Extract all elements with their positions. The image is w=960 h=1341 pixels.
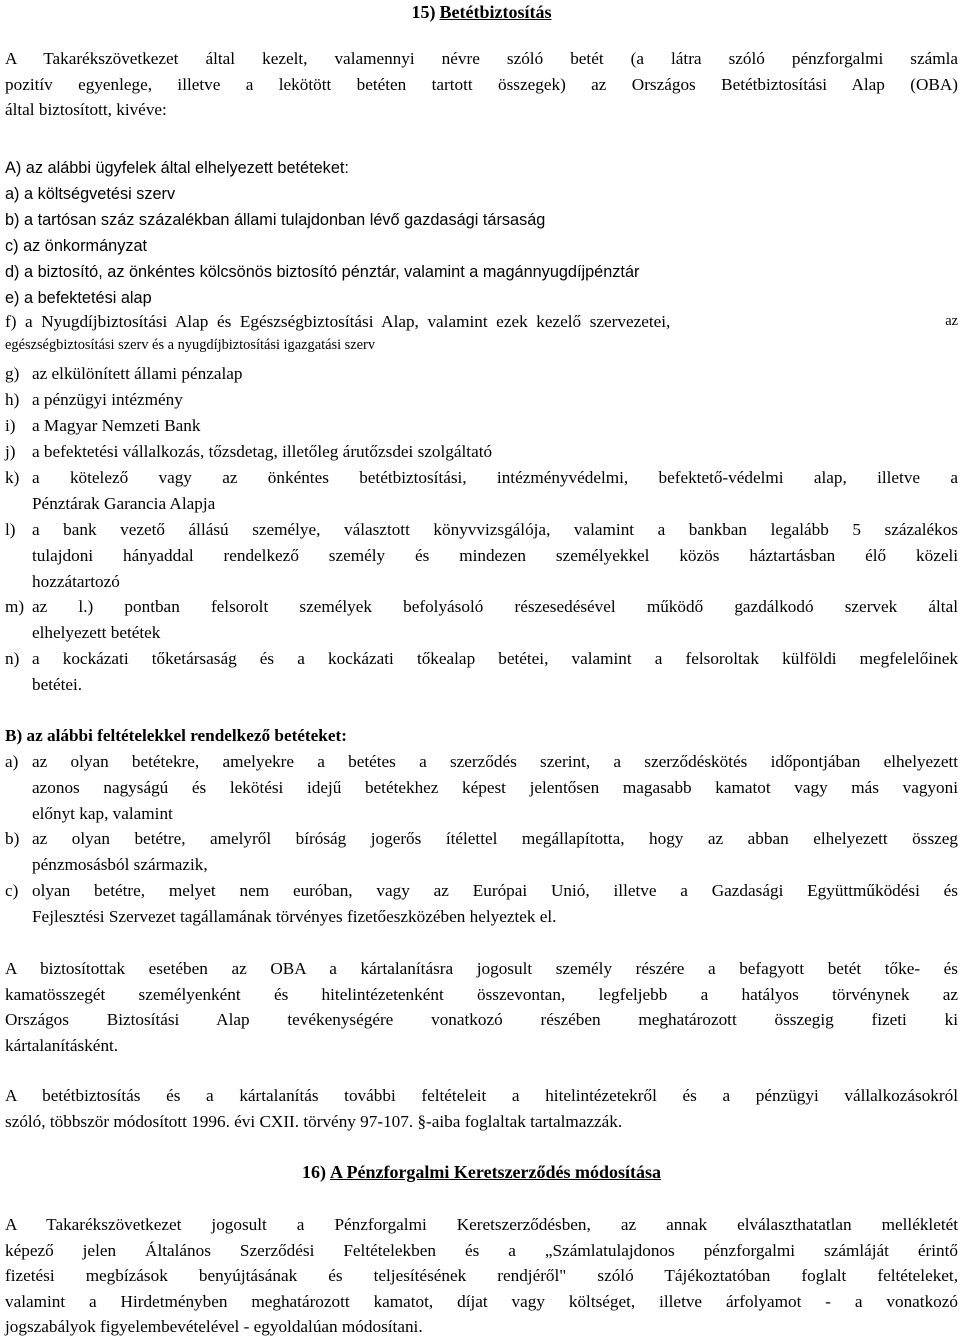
intro-line: által biztosított, kivéve:: [5, 100, 167, 119]
item-line: pénzmosásból származik,: [32, 854, 208, 874]
item-label: h): [5, 390, 20, 409]
intro-line: A Takarékszövetkezet által kezelt, valamennyi névre szóló betét (a látra szóló pénzforgalmi számla: [5, 49, 958, 68]
item-label: n): [5, 649, 20, 668]
item-label: i): [5, 416, 16, 435]
item-line: az olyan betétekre, amelyekre a betétes a szerződés szerint, a szerződéskötés időpontjában elhelyezett: [32, 752, 958, 771]
section-15-heading: [5, 2, 958, 23]
paragraph-line: fizetési megbízások benyújtásának és teljesítésének rendjéről" szóló Tájékoztatóban foglalt feltételeket,: [5, 1266, 958, 1285]
item-f-line-1-tail: az: [945, 313, 958, 329]
item-line: elhelyezett betétek: [32, 622, 161, 642]
item-line: az olyan betétre, amelyről bíróság jogerős ítélettel megállapította, hogy az abban elhelyezett összeg: [32, 829, 958, 848]
item-line: betétei.: [32, 674, 83, 694]
section-16-heading: [5, 1162, 958, 1183]
section-15-number: 15): [411, 2, 436, 22]
section-16-number: 16): [301, 1162, 326, 1182]
paragraph-line: jogszabályok figyelembevételével - egyoldalúan módosítani.: [5, 1317, 423, 1336]
item-label: k): [5, 468, 20, 487]
item-line: a bank vezető állású személye, választott könyvvizsgálója, valamint a bankban legalább 5 százalékos: [32, 520, 958, 539]
section-16-paragraph: [5, 1212, 958, 1340]
item-line: azonos nagyságú és lekötési idejű betétekhez képest jelentősen magasabb kamatot vagy más vagyoni: [32, 777, 958, 797]
paragraph-line: A betétbiztosítás és a kártalanítás további feltételeit a hitelintézetekről és a pénzügyi vállalkozásokról: [5, 1086, 958, 1105]
paragraph-line: kamatösszegét személyenként és hitelintézetenként összevontan, legfeljebb a hatályos törvénynek az: [5, 984, 958, 1004]
paragraph-line: szóló, többször módosított 1996. évi CXII. törvény 97-107. §-aiba foglaltak tartalmazzák.: [5, 1111, 623, 1131]
intro-line: pozitív egyenlege, illetve a lekötött betéten tartott összegek) az Országos Betétbiztosítási Alap (OBA): [5, 74, 958, 94]
section-15-intro: [5, 46, 958, 123]
paragraph-line: A Takarékszövetkezet jogosult a Pénzforgalmi Keretszerződésben, az annak elválaszthatatlan mellékletét: [5, 1215, 958, 1234]
part-a-item-e: e) a befektetési alap: [5, 289, 152, 307]
further-conditions-paragraph: [5, 1083, 958, 1134]
part-a-item-d: d) a biztosító, az önkéntes kölcsönös biztosító pénztár, valamint a magánnyugdíjpénztár: [5, 263, 640, 281]
item-label: c): [5, 881, 19, 900]
paragraph-line: képező jelen Általános Szerződési Feltételekben és a „Számlatulajdonos pénzforgalmi számláját érintő: [5, 1240, 958, 1260]
item-line: tulajdoni hányaddal rendelkező személy és mindezen személyekkel közös háztartásban élő közeli: [32, 545, 958, 565]
item-f-line-1-text: f) a Nyugdíjbiztosítási Alap és Egészségbiztosítási Alap, valamint ezek kezelő szervezetei,: [5, 312, 671, 331]
item-line: olyan betétre, melyet nem euróban, vagy az Európai Unió, illetve a Gazdasági Együttműködési és: [32, 881, 958, 900]
part-a-item-f: [5, 309, 958, 335]
paragraph-line: kártalanításként.: [5, 1035, 119, 1055]
item-line: előnyt kap, valamint: [32, 803, 173, 823]
item-line: a pénzügyi intézmény: [32, 390, 183, 409]
section-16-title: A Pénzforgalmi Keretszerződés módosítása: [329, 1162, 662, 1182]
part-a-item-b: b) a tartósan száz százalékban állami tulajdonban lévő gazdasági társaság: [5, 211, 546, 229]
item-label: j): [5, 442, 16, 461]
item-line: a kockázati tőketársaság és a kockázati tőkealap betétei, valamint a felsoroltak külföldi megfelelőinek: [32, 649, 958, 668]
item-line: Fejlesztési Szervezet tagállamának törvényes fizetőeszközében helyeztek el.: [32, 906, 557, 926]
paragraph-line: A biztosítottak esetében az OBA a kártalanításra jogosult személy részére a befagyott betét tőke- és: [5, 959, 958, 978]
part-b-heading: B) az alábbi feltételekkel rendelkező betéteket:: [5, 726, 347, 745]
item-label: m): [5, 597, 25, 616]
oba-compensation-paragraph: [5, 956, 958, 1058]
part-a-heading: A) az alábbi ügyfelek által elhelyezett betéteket:: [5, 159, 349, 177]
item-label: b): [5, 829, 20, 848]
part-a-item-a: a) a költségvetési szerv: [5, 185, 176, 203]
part-a-item-c: c) az önkormányzat: [5, 237, 148, 255]
item-line: Pénztárak Garancia Alapja: [32, 493, 216, 513]
item-label: l): [5, 520, 16, 539]
item-line: a Magyar Nemzeti Bank: [32, 416, 201, 435]
item-line: a kötelező vagy az önkéntes betétbiztosítási, intézményvédelmi, befektető-védelmi alap, illetve a: [32, 468, 958, 487]
item-line: az l.) pontban felsorolt személyek befolyásoló részesedésével működő gazdálkodó szervek által: [32, 597, 958, 616]
section-15-title: Betétbiztosítás: [439, 2, 552, 22]
item-f-line-1: [5, 309, 958, 335]
item-line: hozzátartozó: [32, 571, 120, 591]
item-line: a befektetési vállalkozás, tőzsdetag, illetőleg árutőzsdei szolgáltató: [32, 442, 493, 461]
paragraph-line: valamint a Hirdetményben meghatározott kamatot, díjat vagy költséget, illetve árfolyamot - a vonatkozó: [5, 1291, 958, 1311]
item-label: a): [5, 752, 19, 771]
paragraph-line: Országos Biztosítási Alap tevékenységére vonatkozó részében meghatározott összegig fizeti ki: [5, 1010, 958, 1029]
item-line: az elkülönített állami pénzalap: [32, 364, 243, 383]
item-label: g): [5, 364, 20, 383]
item-f-line-2: egészségbiztosítási szerv és a nyugdíjbiztosítási igazgatási szerv: [5, 337, 376, 353]
